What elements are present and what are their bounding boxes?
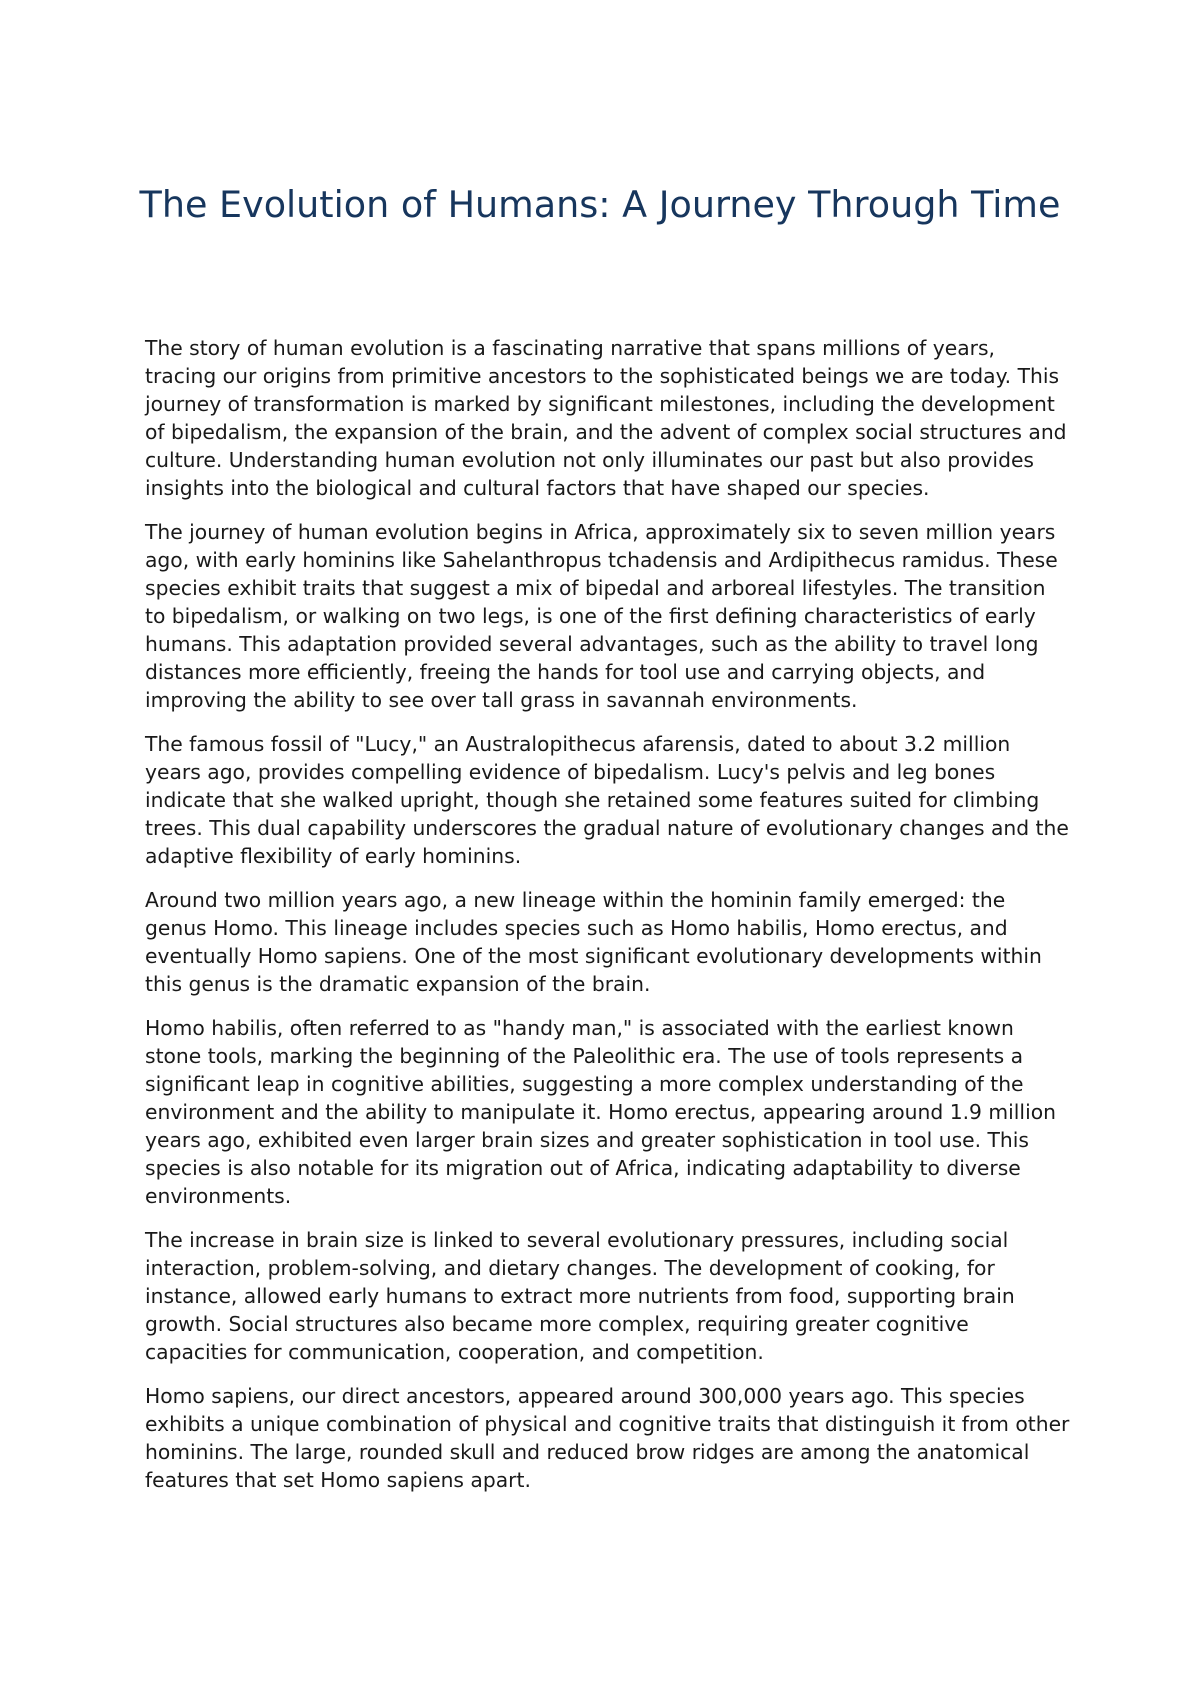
paragraph-brain-size: The increase in brain size is linked to several evolutionary pressures, including social interaction, problem-solving, and dietary changes. The development of cooking, for instance, allowed early humans to extract more nutrients from food, supporting brain growth. Social structures also became more complex, requiring greater cognitive capacities for communication, cooperation, and competition.: [145, 1228, 1015, 1364]
document-title: The Evolution of Humans: A Journey Through Time: [139, 183, 1061, 226]
paragraph-africa-origins: The journey of human evolution begins in Africa, approximately six to seven million years ago, with early hominins like Sahelanthropus tchadensis and Ardipithecus ramidus. These species exhibit traits that suggest a mix of bipedal and arboreal lifestyles. The transition to bipedalism, or walking on two legs, is one of the first defining characteristics of early humans. This adaptation provided several advantages, such as the ability to travel long distances more efficiently, freeing the hands for tool use and carrying objects, and improving the ability to see over tall grass in savannah environments.: [145, 520, 1058, 712]
paragraph-intro: The story of human evolution is a fascinating narrative that spans millions of years, tracing our origins from primitive ancestors to the sophisticated beings we are today. This journey of transformation is marked by significant milestones, including the development of bipedalism, the expansion of the brain, and the advent of complex social structures and culture. Understanding human evolution not only illuminates our past but also provides insights into the biological and cultural factors that have shaped our species.: [145, 336, 1067, 500]
paragraph-homo-sapiens: Homo sapiens, our direct ancestors, appeared around 300,000 years ago. This species exhibits a unique combination of physical and cognitive traits that distinguish it from other hominins. The large, rounded skull and reduced brow ridges are among the anatomical features that set Homo sapiens apart.: [145, 1384, 1070, 1492]
paragraph-homo-habilis: Homo habilis, often referred to as "handy man," is associated with the earliest known stone tools, marking the beginning of the Paleolithic era. The use of tools represents a significant leap in cognitive abilities, suggesting a more complex understanding of the environment and the ability to manipulate it. Homo erectus, appearing around 1.9 million years ago, exhibited even larger brain sizes and greater sophistication in tool use. This species is also notable for its migration out of Africa, indicating adaptability to diverse environments.: [145, 1016, 1056, 1208]
paragraph-lucy: The famous fossil of "Lucy," an Australopithecus afarensis, dated to about 3.2 million years ago, provides compelling evidence of bipedalism. Lucy's pelvis and leg bones indicate that she walked upright, though she retained some features suited for climbing trees. This dual capability underscores the gradual nature of evolutionary changes and the adaptive flexibility of early hominins.: [145, 732, 1069, 868]
document-body: [145, 334, 1070, 1510]
paragraph-genus-homo: Around two million years ago, a new lineage within the hominin family emerged: the genus Homo. This lineage includes species such as Homo habilis, Homo erectus, and eventually Homo sapiens. One of the most significant evolutionary developments within this genus is the dramatic expansion of the brain.: [145, 888, 1042, 996]
